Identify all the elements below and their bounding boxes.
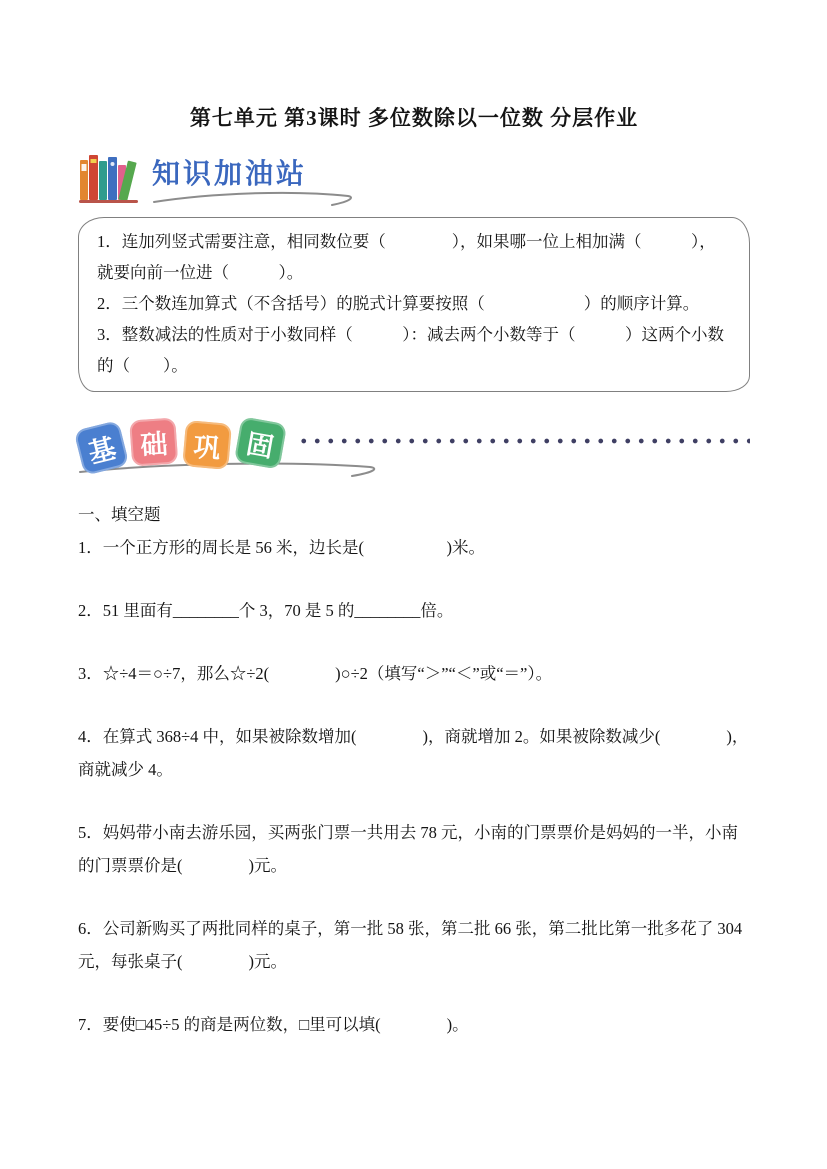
swoosh-underline-icon [152, 188, 362, 211]
rule-line: 3．整数减法的性质对于小数同样（ ）：减去两个小数等于（ ）这两个小数的（ ）。 [97, 325, 724, 375]
question-3: 3．☆÷4＝○÷7，那么☆÷2( )○÷2（填写“＞”“＜”或“＝”）。 [78, 664, 553, 683]
page-title: 第七单元 第3课时 多位数除以一位数 分层作业 [189, 106, 639, 130]
question-4: 4．在算式 368÷4 中，如果被除数增加( )，商就增加 2。如果被除数减少( )，商就减少 4。 [78, 727, 749, 779]
rule-line: 2．三个数连加算式（不含括号）的脱式计算要按照（ ）的顺序计算。 [97, 294, 700, 313]
badge-tile: 固 [234, 416, 287, 469]
knowledge-station-label: 知识加油站 [152, 158, 308, 190]
knowledge-station-header [78, 149, 750, 211]
question-7: 7．要使□45÷5 的商是两位数，□里可以填( )。 [78, 1015, 469, 1034]
knowledge-rules-box [78, 217, 750, 392]
question-5: 5．妈妈带小南去游乐园，买两张门票一共用去 78 元，小南的门票票价是妈妈的一半，小南的门票票价是( )元。 [78, 823, 738, 875]
badge-tile: 础 [129, 417, 178, 466]
section-heading: 一、填空题 [78, 505, 161, 524]
badge-tile: 巩 [182, 420, 232, 470]
question-2: 2．51 里面有________个 3，70 是 5 的________倍。 [78, 601, 454, 620]
question-1: 1．一个正方形的周长是 56 米，边长是( )米。 [78, 538, 485, 557]
rule-line: 1．连加列竖式需要注意，相同数位要（ ），如果哪一位上相加满（ ），就要向前一位进（ ）。 [97, 232, 716, 282]
dotted-line [297, 438, 750, 444]
basics-section-header [78, 414, 750, 478]
books-icon [78, 148, 142, 211]
badge-tile: 基 [74, 420, 130, 476]
basics-badge [78, 423, 283, 469]
question-6: 6．公司新购买了两批同样的桌子，第一批 58 张，第二批 66 张，第二批比第一批多花了 304 元，每张桌子( )元。 [78, 919, 743, 971]
knowledge-station-badge [152, 159, 362, 211]
